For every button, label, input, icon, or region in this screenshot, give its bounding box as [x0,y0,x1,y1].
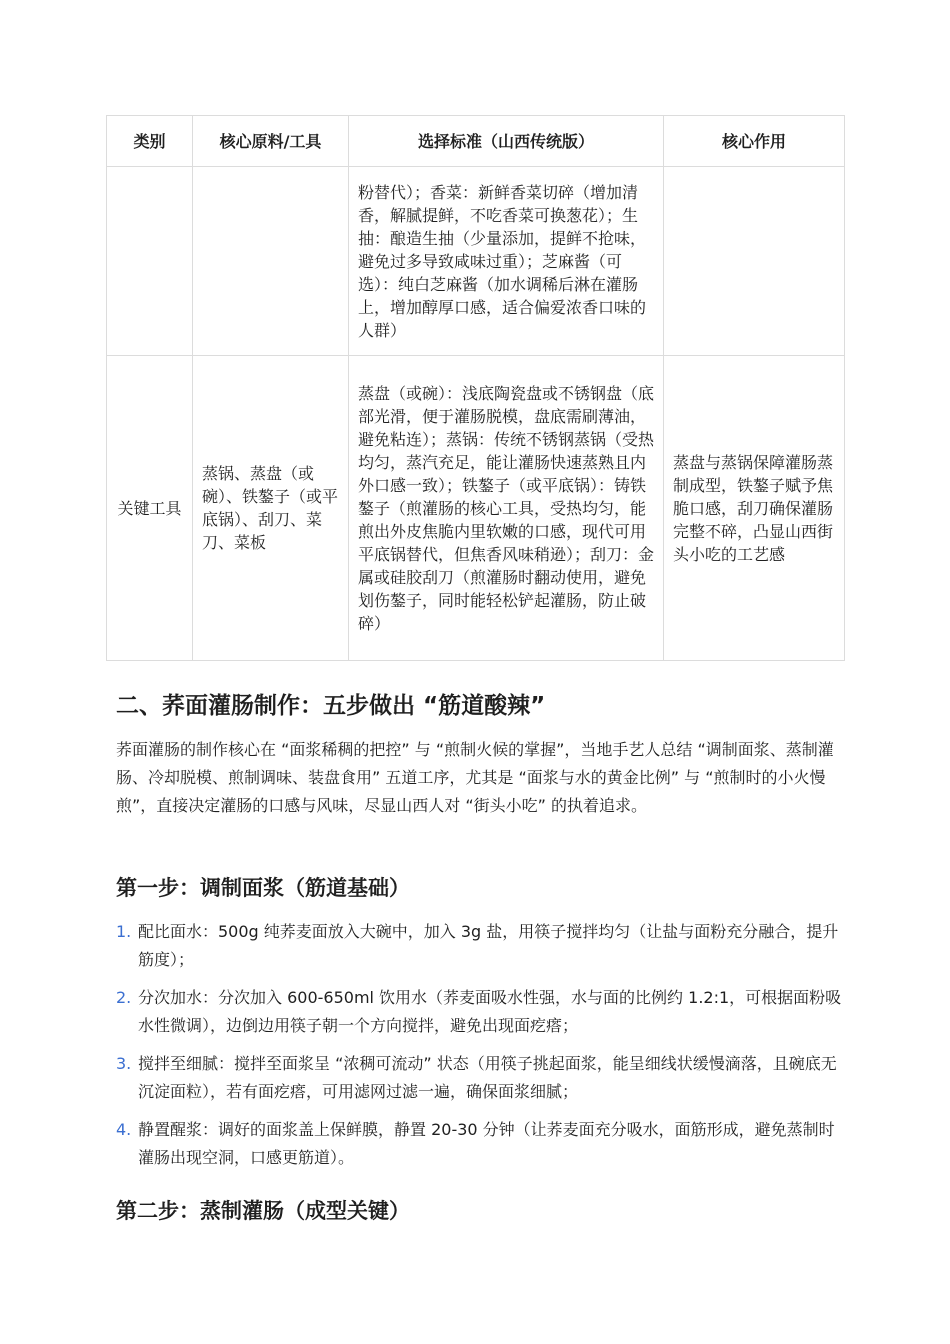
cell-category: 关键工具 [107,356,193,661]
header-standard: 选择标准（山西传统版） [349,116,664,167]
list-number: 4. [116,1120,132,1139]
cell-role: 蒸盘与蒸锅保障灌肠蒸制成型，铁鏊子赋予焦脆口感，刮刀确保灌肠完整不碎，凸显山西街头小吃的工艺感 [664,356,845,661]
ingredients-table [106,115,845,661]
header-category: 类别 [107,116,193,167]
list-number: 3. [116,1054,132,1073]
list-item [116,1116,842,1172]
list-text: 配比面水：500g 纯荞麦面放入大碗中，加入 3g 盐，用筷子搅拌均匀（让盐与面粉充分融合，提升筋度）； [138,922,839,969]
table-header-row [107,116,845,167]
list-number: 1. [116,922,132,941]
step1-list [116,918,842,1182]
step1-title: 第一步：调制面浆（筋道基础） [116,876,410,900]
step2-title: 第二步：蒸制灌肠（成型关键） [116,1199,410,1223]
list-text: 分次加水：分次加入 600-650ml 饮用水（荞麦面吸水性强，水与面的比例约 1.2:1，可根据面粉吸水性微调），边倒边用筷子朝一个方向搅拌，避免出现面疙瘩； [138,988,842,1035]
cell-standard: 蒸盘（或碗）：浅底陶瓷盘或不锈钢盘（底部光滑，便于灌肠脱模，盘底需刷薄油，避免粘连）；蒸锅：传统不锈钢蒸锅（受热均匀，蒸汽充足，能让灌肠快速蒸熟且内外口感一致）；铁鏊子（或平底锅）：铸铁鏊子（煎灌肠的核心工具，受热均匀，能煎出外皮焦脆内里软嫩的口感，现代可用平底锅替代，但焦香风味稍逊）；刮刀：金属或硅胶刮刀（煎灌肠时翻动使用，避免划伤鏊子，同时能轻松铲起灌肠，防止破碎） [349,356,664,661]
list-text: 静置醒浆：调好的面浆盖上保鲜膜，静置 20-30 分钟（让荞麦面充分吸水，面筋形成，避免蒸制时灌肠出现空洞，口感更筋道）。 [138,1120,835,1167]
header-items: 核心原料/工具 [193,116,349,167]
cell-role [664,167,845,356]
table-row [107,356,845,661]
section-title: 二、荞面灌肠制作：五步做出 “筋道酸辣” [116,693,546,719]
header-role: 核心作用 [664,116,845,167]
cell-items [193,167,349,356]
list-text: 搅拌至细腻：搅拌至面浆呈 “浓稠可流动” 状态（用筷子挑起面浆，能呈细线状缓慢滴落，且碗底无沉淀面粒），若有面疙瘩，可用滤网过滤一遍，确保面浆细腻； [138,1054,837,1101]
table-row [107,167,845,356]
list-item [116,984,842,1040]
cell-category [107,167,193,356]
cell-standard: 粉替代）；香菜：新鲜香菜切碎（增加清香，解腻提鲜，不吃香菜可换葱花）；生抽：酿造生抽（少量添加，提鲜不抢味，避免过多导致咸味过重）；芝麻酱（可选）：纯白芝麻酱（加水调稀后淋在灌肠上，增加醇厚口感，适合偏爱浓香口味的人群） [349,167,664,356]
list-item [116,1050,842,1106]
section-intro: 荞面灌肠的制作核心在 “面浆稀稠的把控” 与 “煎制火候的掌握”，当地手艺人总结 “调制面浆、蒸制灌肠、冷却脱模、煎制调味、装盘食用” 五道工序，尤其是 “面浆与水的黄金比例” 与 “煎制时的小火慢煎”，直接决定灌肠的口感与风味，尽显山西人对 “街头小吃” 的执着追求。 [116,740,834,815]
list-item [116,918,842,974]
cell-items: 蒸锅、蒸盘（或碗）、铁鏊子（或平底锅）、刮刀、菜刀、菜板 [193,356,349,661]
list-number: 2. [116,988,132,1007]
